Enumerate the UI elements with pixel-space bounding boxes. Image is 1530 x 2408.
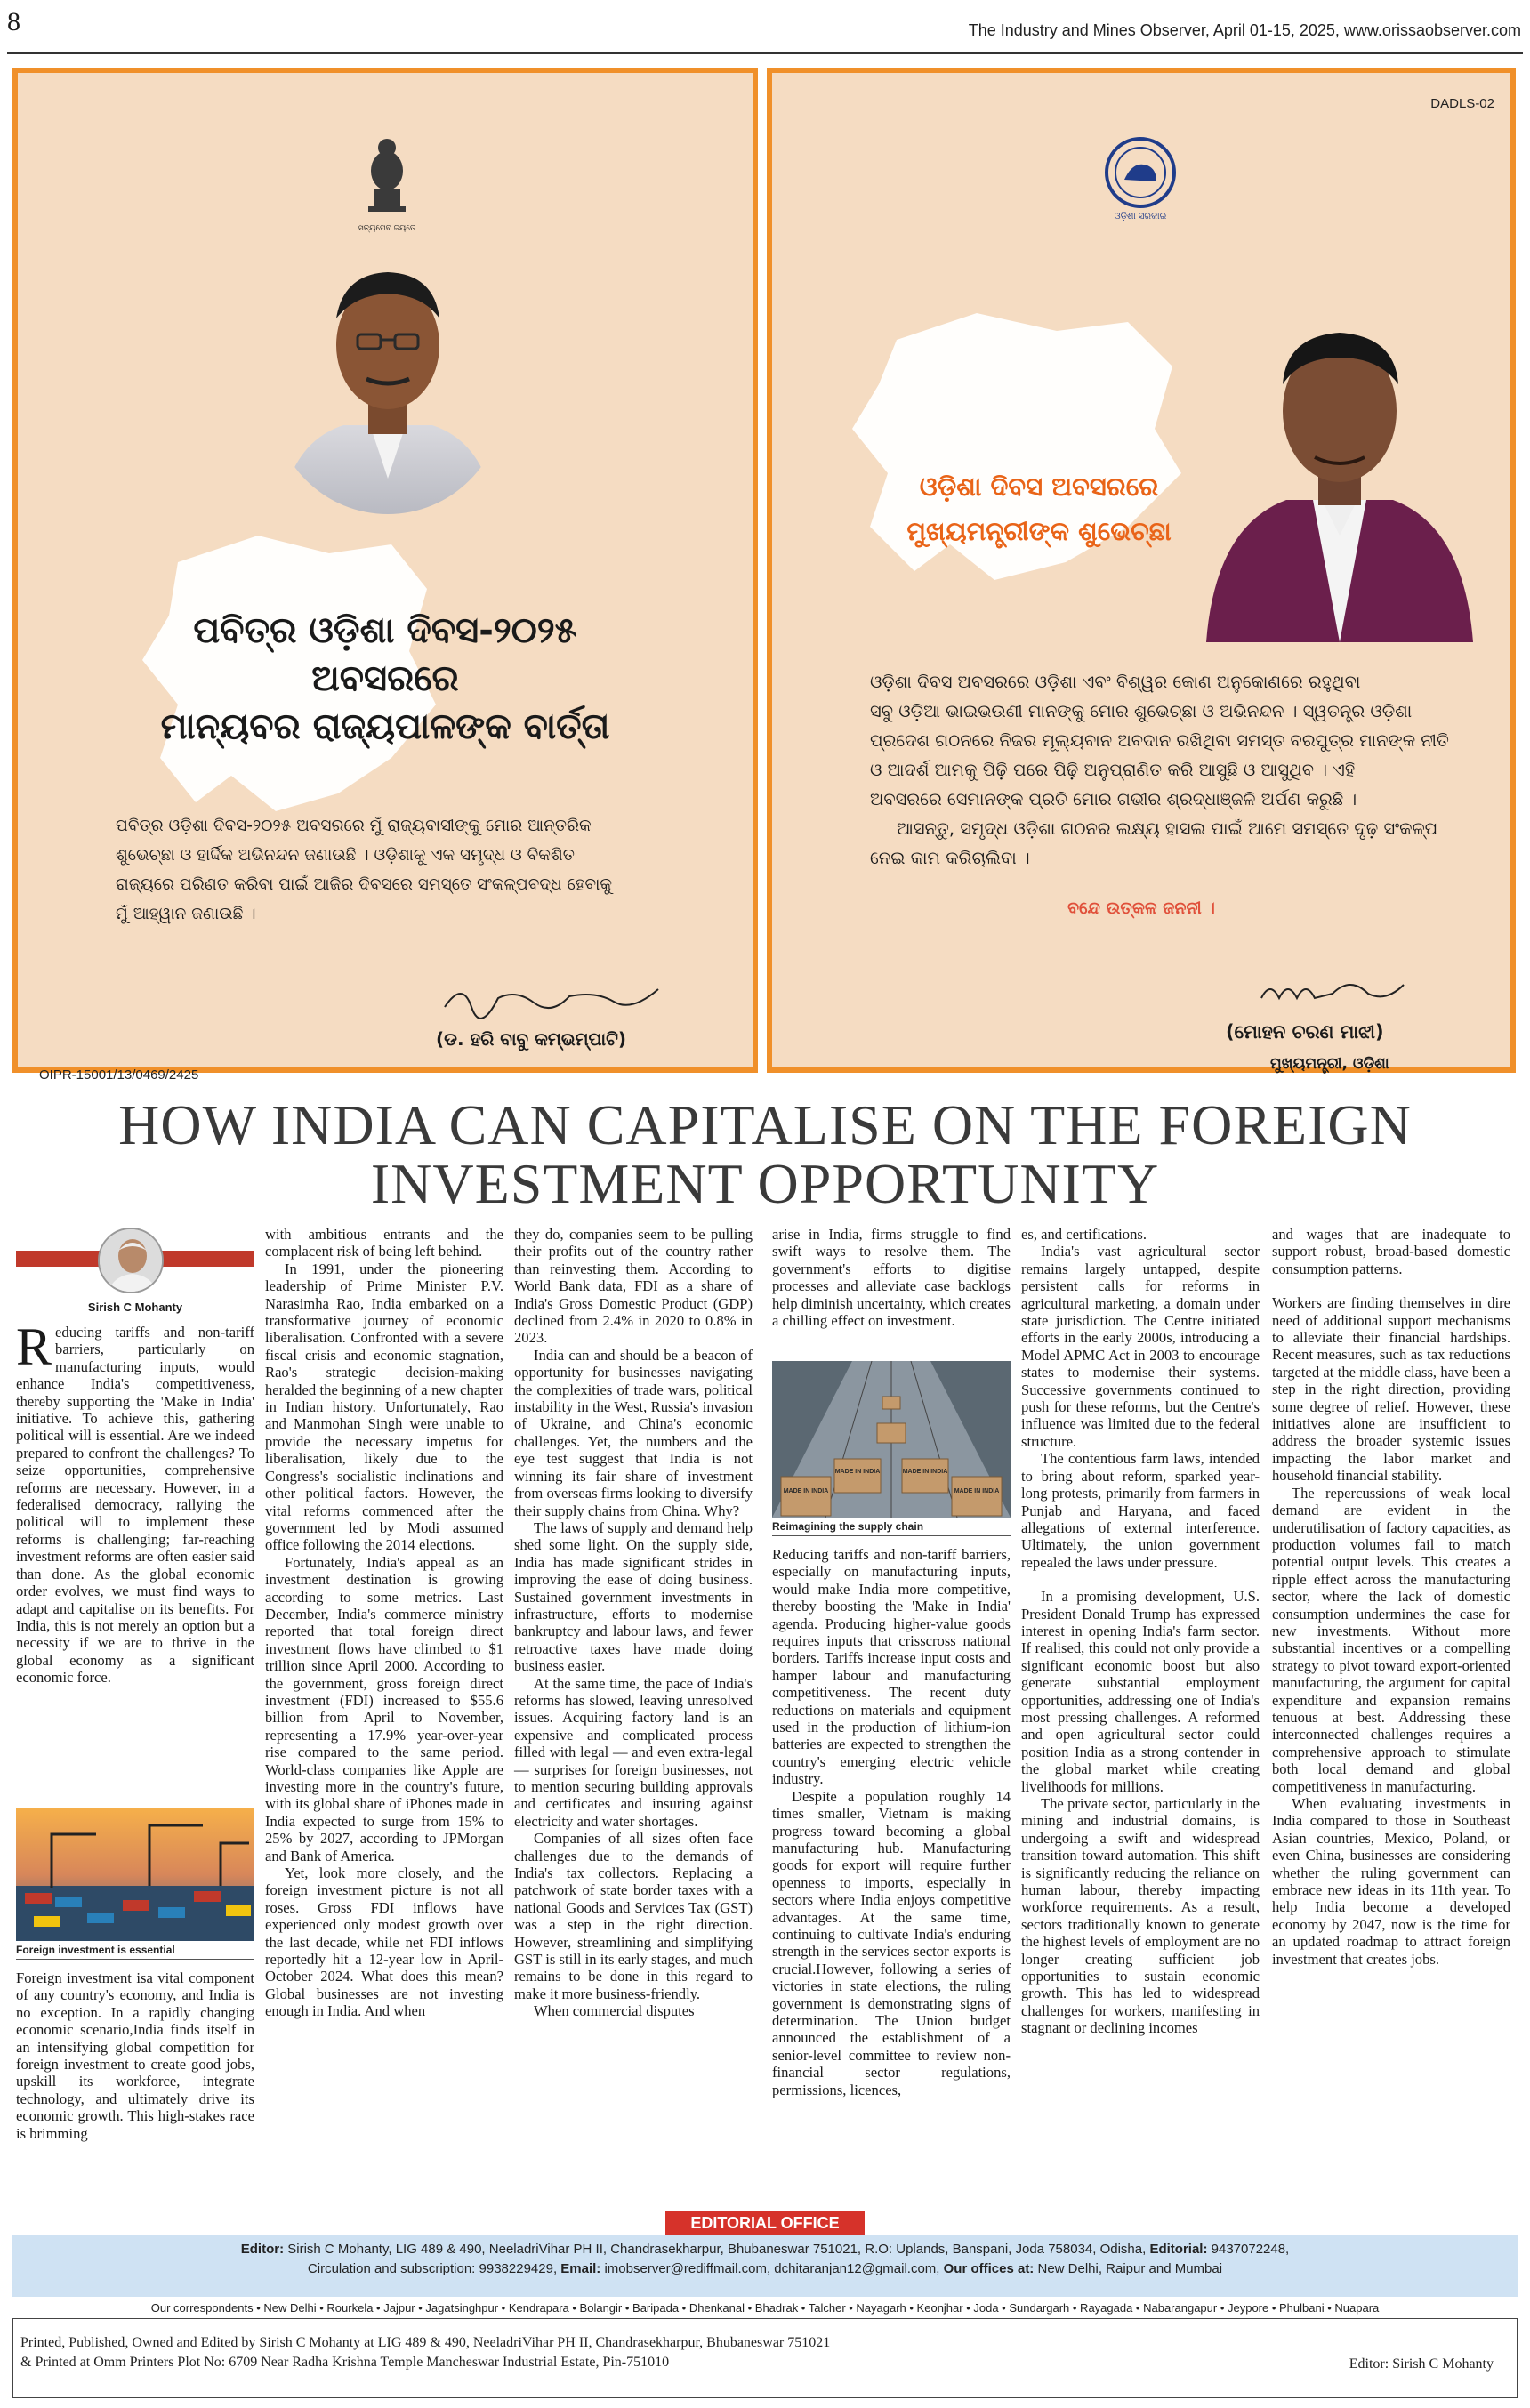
cm-signatory: (ମୋହନ ଚରଣ ମାଝୀ) [1226,1021,1384,1043]
national-emblem-icon [356,135,418,224]
cm-body-line-7: ନେଇ କାମ କରିଚାଲିବା । [870,848,1030,868]
column-6 [1272,1226,1510,1968]
port-photo [16,1808,254,1941]
cm-body-line-1: ଓଡ଼ିଶା ଦିବସ ଅବସରରେ ଓଡ଼ିଶା ଏବଂ ବିଶ୍ୱର କୋଣ ଅନୁକୋଣରେ ରହୁଥିବା [870,672,1361,692]
governor-signatory: (ଡ. ହରି ବାବୁ କମ୍ଭମ୍ପାଟି) [436,1028,627,1050]
author-photo [98,1228,164,1293]
governor-body-line-2: ଶୁଭେଚ୍ଛା ଓ ହାର୍ଦ୍ଦିକ ଅଭିନନ୍ଦନ ଜଣାଉଛି । ଓଡ଼ିଶାକୁ ଏକ ସମୃଦ୍ଧ ଓ ବିକଶିତ [116,846,575,865]
paragraph: and wages that are inadequate to support robust, broad-based domestic consumption patterns. [1272,1226,1510,1277]
column-5 [1021,1226,1260,2037]
paragraph: arise in India, firms struggle to find swift ways to resolve them. The government's efforts to digitise processes and alleviate case backlogs help diminish uncertainty, which creates a chilling effect on investment. [772,1226,1011,1330]
paragraph: The laws of supply and demand help shed some light. On the supply side, India has made significant strides in improving the ease of doing business. Sustained government investments in infrastructure, efforts to modernise bankruptcy and labour laws, and fewer retroactive taxes have made doing business easier. [514,1518,753,1675]
paragraph: Foreign investment isa vital component of any country's economy, and India is no exception. In a rapidly changing economic scenario,India finds itself in an intensifying global competition for foreign investment to create good jobs, upskill its workforce, integrate technology, and ultimately drive its economic growth. This high-stakes race is brimming [16,1969,254,2142]
headline-line-2: INVESTMENT OPPORTUNITY [370,1152,1160,1215]
column-2 [265,1226,503,2020]
box-label: MADE IN INDIA [954,1488,1000,1494]
paragraph: Yet, look more closely, and the foreign investment picture is not all roses. Gross FDI inflows have experienced only modest growth over the last decade, while net FDI inflows reportedly hit a 12-year low in April-October 2024. What does this mean? Global businesses are not investing enough in India. And when [265,1864,503,2020]
paragraph: India can and should be a beacon of opportunity for businesses navigating the complexities of trade wars, political instability in the West, Russia's invasion of Ukraine, and China's economic challenges. Yet, the numbers and the eye test suggest that India is not winning its fair share of investment from overseas firms looking to diversify their supply chains from China. Why? [514,1346,753,1519]
odisha-seal-icon [1103,135,1178,210]
paragraph: When evaluating investments in India compared to those in Southeast Asian countries, Mexico, Poland, or even China, businesses are considering whether the ruling government can embrace new ideas in its 11th year. To help India become a developed economy by 2047, now is the time for an updated roadmap to attract foreign investment that creates jobs. [1272,1795,1510,1968]
paragraph: At the same time, the pace of India's reforms has slowed, leaving unresolved issues. Acquiring factory land is an expensive and complicated process filled with legal — and even extra-legal — surprises for foreign businesses, not to mention securing building approvals and certificates and insuring against electricity and water shortages. [514,1674,753,1830]
imprint-line-2: & Printed at Omm Printers Plot No: 6709 Near Radha Krishna Temple Mancheswar Industrial Estate, Pin-751010 [20,2355,670,2370]
paragraph: The contentious farm laws, intended to bring about reform, sparked year-long protests, primarily from farmers in Punjab and Haryana, and faced allegations of external interference. Ultimately, the union government repealed the laws under pressure. [1021,1450,1260,1571]
box-label: MADE IN INDIA [783,1488,829,1494]
imprint-box [12,2318,1518,2398]
cm-ad-code: DADLS-02 [1430,96,1494,111]
imprint-editor: Editor: Sirish C Mohanty [1349,2356,1494,2372]
cm-title-line-2: ମୁଖ୍ୟମନ୍ତ୍ରୀଙ୍କ ଶୁଭେଚ୍ଛା [906,516,1172,546]
cm-body-line-4: ଓ ଆଦର୍ଶ ଆମକୁ ପିଢ଼ି ପରେ ପିଢ଼ି ଅନୁପ୍ରାଣିତ କରି ଆସୁଛି ଓ ଆସୁଥିବ । ଏହି [870,760,1356,780]
column-4-body [772,1546,1011,2098]
column-3 [514,1226,753,2020]
cm-body-line-2: ସବୁ ଓଡ଼ିଆ ଭାଇଭଉଣୀ ମାନଙ୍କୁ ମୋର ଶୁଭେଚ୍ଛା ଓ ଅଭିନନ୍ଦନ । ସ୍ୱତନ୍ତ୍ର ଓଡ଼ିଶା [870,701,1413,721]
governor-title-line-2: ଅବସରରେ [311,658,459,699]
cm-body-line-3: ପ୍ରଦେଶ ଗଠନରେ ନିଜର ମୂଲ୍ୟବାନ ଅବଦାନ ରଖିଥିବା ସମସ୍ତ ବରପୁତ୍ର ମାନଙ୍କ ନୀତି [870,730,1449,751]
emblem-motto: ସତ୍ୟମେବ ଜୟତେ [358,224,416,233]
caption-supply-chain: Reimagining the supply chain [772,1518,1011,1536]
box-label: MADE IN INDIA [902,1469,948,1475]
chief-minister-portrait [1188,269,1491,642]
cm-designation: ମୁଖ୍ୟମନ୍ତ୍ରୀ, ଓଡ଼ିଶା [1270,1055,1389,1073]
author-name: Sirish C Mohanty [87,1301,183,1314]
column-1-lead [16,1317,254,1687]
governor-portrait [272,247,503,514]
column-4-top [772,1226,1011,1329]
paragraph: Workers are finding themselves in dire need of additional support mechanisms to alleviate their financial hardships. Recent measures, such as tax reductions targeted at the middle class, have been a step in the right direction, providing some degree of relief. However, these initiatives alone are insufficient to address the broader systemic issues impacting the labor market and household financial stability. [1272,1294,1510,1485]
publication-line: The Industry and Mines Observer, April 01-15, 2025, www.orissaobserver.com [968,21,1521,39]
drop-cap: R [16,1317,52,1376]
paragraph: India's vast agricultural sector remains largely untapped, despite persistent calls for reforms in agricultural marketing, a domain under state jurisdiction. The Centre initiated efforts in the early 2000s, introducing a Model APMC Act in 2003 to encourage states to modernise their systems. Successive governments continued to push for these reforms, but the Centre's influence was limited due to the federal structure. [1021,1243,1260,1450]
supply-chain-photo [772,1361,1011,1518]
cm-signature [1252,967,1430,1011]
caption-foreign-investment: Foreign investment is essential [16,1941,254,1960]
paragraph: with ambitious entrants and the complacent risk of being left behind. [265,1226,503,1260]
editor-line: Editor: Sirish C Mohanty, LIG 489 & 490, NeeladriVihar PH II, Chandrasekharpur, Bhubaneswar 751021, R.O: Uplands, Banspani, Joda 758034, Odisha, Editorial: 9437072248, [240,2242,1290,2257]
contact-line: Circulation and subscription: 9938229429, Email: imobserver@rediffmail.com, dchitaranjan12@gmail.com, Our offices at: New Delhi, Raipur and Mumbai [307,2261,1223,2276]
paragraph: The repercussions of weak local demand are evident in the underutilisation of factory capacities, as production volumes fail to match potential output levels. This creates a ripple effect across the manufacturing sector, where the lack of domestic consumption undermines the case for new investments. Without more substantial incentives or a compelling strategy to pivot toward export-oriented manufacturing, the argument for capital expenditure and expansion remains tenuous at best. Addressing these interconnected challenges requires a comprehensive approach to stimulate both local demand and global competitiveness in manufacturing. [1272,1484,1510,1795]
box-label: MADE IN INDIA [834,1469,881,1475]
paragraph: Despite a population roughly 14 times smaller, Vietnam is making progress toward becoming a global manufacturing hub. Manufacturing goods for export will require further openness to imports, especially in sectors where India enjoys competitive advantages. At the same time, continuing to cultivate India's enduring strength in the services sector exports is crucial.However, following a series of victories in state elections, the ruling government is demonstrating signs of determination. The Union budget announced the establishment of a senior-level committee to review non-financial sector regulations, permissions, licences, [772,1787,1011,2098]
headline-line-1: HOW INDIA CAN CAPITALISE ON THE FOREIGN [118,1093,1412,1156]
governor-body-line-1: ପବିତ୍ର ଓଡ଼ିଶା ଦିବସ-୨୦୨୫ ଅବସରରେ ମୁଁ ରାଜ୍ୟବାସୀଙ୍କୁ ମୋର ଆନ୍ତରିକ [116,817,592,835]
governor-title-line-1: ପବିତ୍ର ଓଡ଼ିଶା ଦିବସ-୨୦୨୫ [193,610,577,651]
chief-minister-advertisement [767,68,1516,1073]
cm-title-line-1: ଓଡ଼ିଶା ଦିବସ ଅବସରରେ [919,471,1159,502]
imprint-line-1: Printed, Published, Owned and Edited by Sirish C Mohanty at LIG 489 & 490, NeeladriVihar PH II, Chandrasekharpur, Bhubaneswar 751021 [20,2335,831,2350]
header-rule [7,52,1523,54]
paragraph: Fortunately, India's appeal as an investment destination is growing according to some metrics. Last December, India's commerce ministry reported that total foreign direct investment flows have climbed to $1 trillion since April 2000. According to the government, gross foreign direct investment (FDI) increased to $55.6 billion from April to November, representing a 17.9% year-over-year rise compared to the same period. World-class companies like Apple are investing more in the country's future, with its global share of iPhones made in India expected to surge from 15% to 25% by 2027, according to JPMorgan and Bank of America. [265,1553,503,1864]
paragraph: they do, companies seem to be pulling their profits out of the country rather than reinvesting them. According to World Bank data, FDI as a share of India's Gross Domestic Product (GDP) declined from 2.4% in 2020 to 0.8% in 2023. [514,1226,753,1347]
cm-body-line-6: ଆସନ୍ତୁ, ସମୃଦ୍ଧ ଓଡ଼ିଶା ଗଠନର ଲକ୍ଷ୍ୟ ହାସଲ ପାଇଁ ଆମେ ସମସ୍ତେ ଦୃଢ଼ ସଂକଳ୍ପ [897,818,1438,839]
governor-title-line-3: ମାନ୍ୟବର ରାଜ୍ୟପାଳଙ୍କ ବାର୍ତ୍ତା [160,706,610,747]
governor-ad-code: OIPR-15001/13/0469/2425 [39,1067,199,1083]
paragraph: Reducing tariffs and non-tariff barriers, especially on manufacturing inputs, would make India more competitive, thereby boosting the 'Make in India' agenda. Producing higher-value goods requires inputs that crisscross national borders. Tariffs increase input costs and hamper labour and manufacturing competitiveness. The recent duty reductions on materials and equipment used in the production of lithium-ion batteries are expected to strengthen the country's emerging electric vehicle industry. [772,1546,1011,1788]
seal-text: ଓଡ଼ିଶା ସରକାର [1114,212,1167,221]
page-number: 8 [7,7,20,36]
governor-body-line-4: ମୁଁ ଆହ୍ୱାନ ଜଣାଉଛି । [116,905,256,923]
governor-body-line-3: ରାଜ୍ୟରେ ପରିଣତ କରିବା ପାଇଁ ଆଜିର ଦିବସରେ ସମସ୍ତେ ସଂକଳ୍ପବଦ୍ଧ ହେବାକୁ [116,875,613,894]
cm-slogan: ବନ୍ଦେ ଉତ୍କଳ ଜନନୀ । [1067,898,1215,918]
paragraph: In 1991, under the pioneering leadership of Prime Minister P.V. Narasimha Rao, India embarked on a transformative journey of economic liberalisation. Confronted with a severe fiscal crisis and economic stagnation, Rao's strategic decision-making heralded the beginning of a new chapter in Indian history. Unfortunately, Rao and Manmohan Singh were unable to provide the necessary impetus for liberalisation, likely due to the Congress's socialistic inclinations and other political factors. However, the vital reforms commenced after the government led by Modi assumed office following the 2014 elections. [265,1260,503,1554]
editorial-office-band [12,2235,1518,2297]
cm-body-line-5: ଅବସରରେ ସେମାନଙ୍କ ପ୍ରତି ମୋର ଗଭୀର ଶ୍ରଦ୍ଧାଞ୍ଜଳି ଅର୍ପଣ କରୁଛି । [870,789,1357,809]
editorial-office-label: EDITORIAL OFFICE [665,2211,865,2235]
correspondents-line: Our correspondents • New Delhi • Rourkela • Jajpur • Jagatsinghpur • Kendrapara • Bolangir • Baripada • Dhenkanal • Bhadrak • Talcher • Nayagarh • Keonjhar • Joda • Sundargarh • Rayagada • Nabarangapur • Jeypore • Phulbani • Nuapara [150,2301,1380,2315]
lead-paragraph: educing tariffs and non-tariff barriers, particularly on manufacturing inputs, would enhance India's competitiveness, thereby supporting the 'Make in India' initiative. To achieve this, gathering political will is essential. Are we indeed prepared to confront the challenges? To seize opportunities, comprehensive reforms are necessary. However, in a federalised democracy, rallying the political will to implement these reforms is challenging; far-reaching investment reforms are often easier said than done. As the global economic order evolves, we must find ways to adapt and capitalise on its benefits. For India, this is not merely an option but a necessity if we are to thrive in the global economy as a significant economic force. [16,1324,254,1687]
governor-advertisement [12,68,758,1083]
governor-signature [436,971,667,1025]
article-headline [18,1093,1512,1215]
paragraph: Companies of all sizes often face challenges due to the demands of India's tax collectors. Replacing a patchwork of state border taxes with a national Goods and Services Tax (GST) was a step in the right direction. However, streamlining and simplifying GST is still in its early stages, and much remains to be done in this regard to make it more business-friendly. [514,1830,753,2002]
column-1-body [16,1969,254,2142]
paragraph: es, and certifications. [1021,1226,1147,1243]
paragraph: The private sector, particularly in the mining and industrial domains, is undergoing a swift and widespread transition toward automation. This shift is significantly reducing the reliance on human labour, thereby impacting workforce requirements. As a result, sectors traditionally known to generate the highest levels of employment are no longer creating sufficient job opportunities to sustain economic growth. This has led to widespread challenges for workers, manifesting in stagnant or declining incomes [1021,1795,1260,2037]
paragraph: When commercial disputes [534,2002,695,2020]
paragraph: In a promising development, U.S. President Donald Trump has expressed interest in opening India's farm sector. If realised, this could not only provide a significant economic boost but also generate substantial employment opportunities, addressing one of India's most pressing challenges. A reformed and open agricultural sector could position India as a strong contender in the global market while creating livelihoods for millions. [1021,1588,1260,1795]
